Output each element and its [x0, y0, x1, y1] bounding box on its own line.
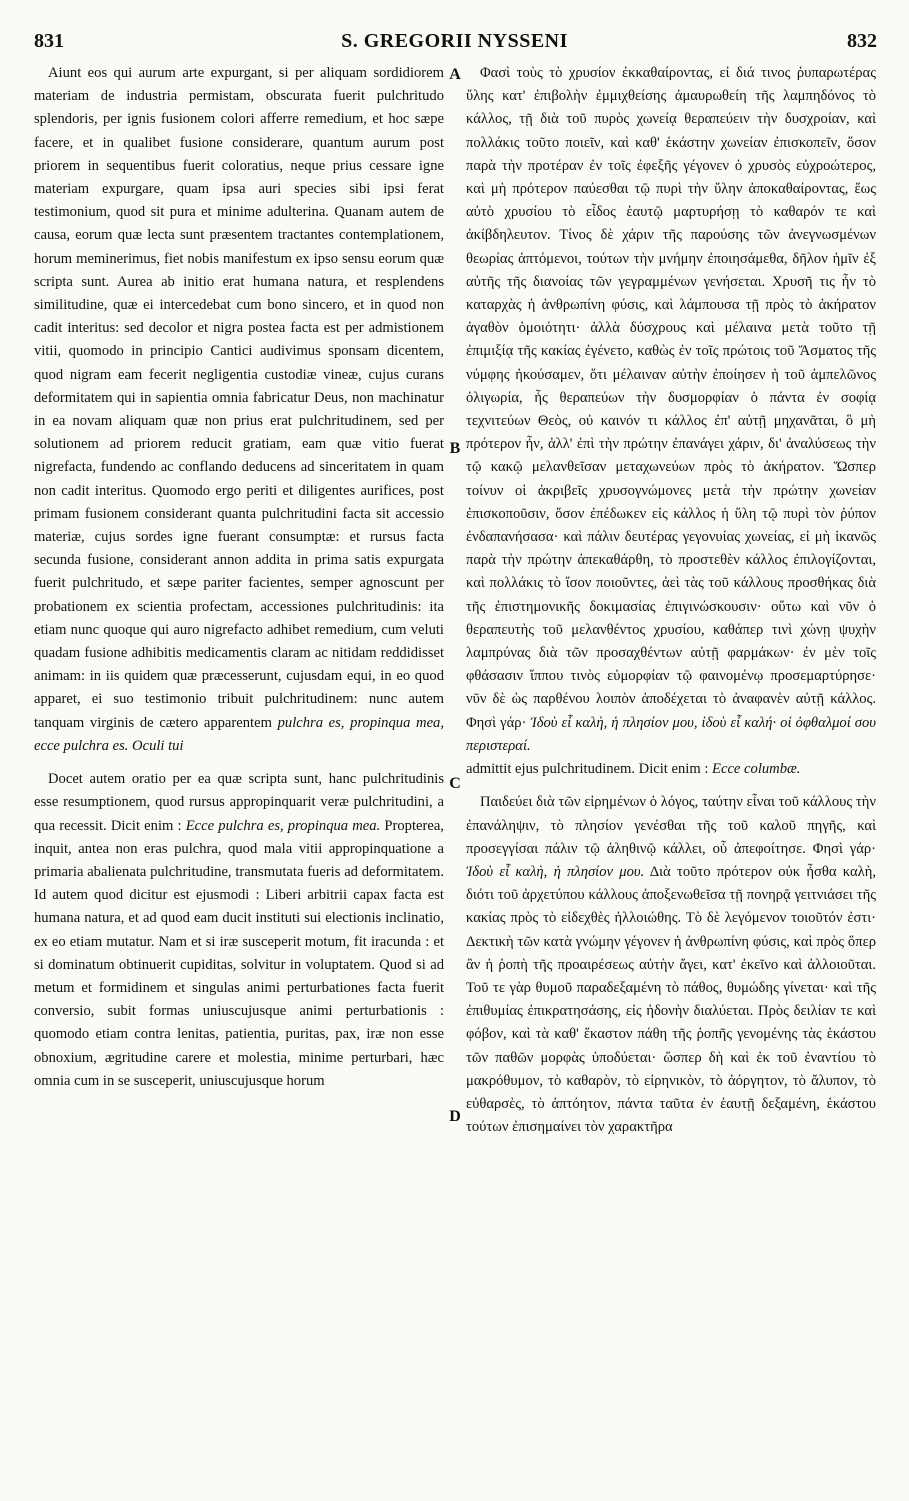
latin-p1-text: Aiunt eos qui aurum arte expurgant, si per aliquam sordidiorem materiam de industria permistam, obscurata fuerit pulchritudo splendoris, per ignis fusionem colori afferre remedium, et hoc sæpe facere, et in qualibet fusione considerare, quantum aurum post priorem in sequentibus fuerit coloratius, neque prius cessare igne materiam expurgare, quam ipsa auri species sibi ipsi ferat testimonium, quod sit pura et minime adulterina. Quanam autem de causa, eorum quæ lecta sunt præsentem tractantes contemplationem, horum meminerimus, fiet nobis manifestum ex ipso sensu eorum quæ scripta sunt. Aurea ab initio erat humana natura, et resplendens similitudine, quæ ei intercedebat cum bono sincero, et in quod non cadit interitus: sed decolor et nigra postea facta est per admistionem vitii, quomodo in principio Cantici audivimus sponsam dicentem, quod nigram eam fecerit negligentia custodiæ vineæ, cujus curans deformitatem qui in sapientia omnia fabricatur Deus, non machinatur in ea novam aliquam quæ non prius erat pulchritudinem, sed per solutionem ad priorem reducit gratiam, eam quæ vitio fuerat nigrefacta, fundendo ac conflando deducens ad sinceritatem in quam non cadit interitus. Quomodo ergo periti et diligentes aurifices, post primam fusionem considerant quanta pulchritudini facta sit accessio materiæ, cujus sordes igne fuerant consumptæ: et rursus facta secunda fusione, considerant annon addita in prima satis expurgata fuerit pulchritudo, et sæpe pariter facientes, semper agnoscunt per probationem ex scientia profectam, accessiones pulchritudinis: ita etiam nunc quoque qui auro nigrefacto adhibet remedium, cum veluti quadam fusione adhibitis medicamentis claram ac nitidam reddidisset animam: in iis quidem quæ præcesserunt, cujusdam equi, in eo quod apparet, ei suo testimonio tribuit pulchritudinem: nunc autem tanquam virginis de cætero apparentem — [34, 65, 444, 731]
latin-p2-italic: Ecce pulchra es, propinqua mea. — [185, 817, 381, 834]
margin-mark-a: A — [449, 66, 461, 83]
latin-cont-text: admittit ejus pulchritudinem. Dicit enim : — [466, 761, 709, 778]
greek-p1-text: Φασὶ τοὺς τὸ χρυσίον ἐκκαθαίροντας, εἰ διά τινος ῥυπαρωτέρας ὕλης κατ' ἐπιβολὴν ἐμμιχθείσης ἀμαυρωθείη τῆς λαμπηδόνος τὸ κάλλος, τῇ διὰ τοῦ πυρὸς χωνείᾳ θεραπεύειν τὴν δυσχροίαν, καὶ πολλάκις τοῦτο ποιεῖν, καὶ καθ' ἑκάστην χωνείαν ἐπισκοπεῖν, ὅσον παρὰ τὴν προτέραν ἐν τοῖς ἐφεξῆς γέγονεν ὁ χρυσὸς εὐχροώτερος, καὶ μὴ πρότερον παύεσθαι τῷ πυρὶ τὴν ὕλην ἀποκαθαίροντας, ἕως αὐτὸ χρυσίου τὸ εἶδος ἑαυτῷ μαρτυρήσῃ τὸ καθαρόν τε καὶ ἀκίβδηλευτον. Τίνος δὲ χάριν τῆς παρούσης τῶν ἀνεγνωσμένων θεωρίας ἁπτόμενοι, τούτων τὴν μνήμην ἐποιησάμεθα, δῆλον ἡμῖν ἐξ αὐτῆς τῆς διανοίας τῶν γεγραμμένων γενήσεται. Χρυσῆ τις ἦν τὸ καταρχὰς ἡ ἀνθρωπίνη φύσις, καὶ λάμπουσα τῇ πρὸς τὸ ἀκήρατον ἀγαθὸν ὁμοιότητι· ἀλλὰ δύσχρους καὶ μέλαινα μετὰ τοῦτο τῇ ἐπιμιξίᾳ τῆς κακίας ἐγένετο, καθὼς ἐν τοῖς πρώτοις τοῦ Ἄσματος τῆς νύμφης ἠκούσαμεν, ὅτι μέλαιναν αὐτὴν ἐποίησεν ἡ τοῦ ἀμπελῶνος ὀλιγωρία, ἧς θεραπεύων τὴν δυσμορφίαν ὁ πάντα ἐν σοφίᾳ τεχνιτεύων Θεὸς, οὐ καινόν τι κάλλος ἐπ' αὐτῇ μηχανᾶται, ὃ μὴ πρότερον ἦν, ἀλλ' ἐπὶ τὴν πρώτην ἐπανάγει χάριν, δι' ἀναλύσεως τὴν τῷ κακῷ μελανθεῖσαν μεταχωνεύων πρὸς τὸ ἀκήρατον. Ὥσπερ τοίνυν οἱ ἀκριβεῖς χρυσογνώμονες μετὰ τὴν πρώτην χωνείαν ἐπισκοποῦσιν, ὅσον ἐπέδωκεν εἰς κάλλος ἡ ὕλη τῷ πυρὶ τὸν ῥύπον ἐνδαπανήσασα· καὶ πάλιν δευτέρας γεγονυίας χωνείας, εἰ μὴ ἱκανῶς παρὰ τὴν πρώτην ἀπεκαθάρθη, τὸ προστεθὲν κάλλος ἐπιλογίζονται, καὶ πολλάκις τὸ ἴσον ποιοῦντες, ἀεὶ τὰς τοῦ κάλλους προσθήκας διὰ τῆς ἐπιστημονικῆς δοκιμασίας ἐπιγινώσκουσιν· οὕτω καὶ νῦν ὁ θεραπευτὴς τοῦ μελανθέντος χρυσίου, καθάπερ τινὶ χώνῃ ψυχὴν λαμπρύνας διὰ τῶν προσαχθέντων αὐτῇ φαρμάκων· ἐν μὲν τοῖς φθάσασιν ἵππου τινὸς εὐμορφίαν τῷ φαινομένῳ προσεμαρτύρησε· νῦν δὲ ὡς παρθένου λοιπὸν ἀποδέχεται τὸ ἀναφανὲν αὐτῇ κάλλος. Φησὶ γάρ· — [466, 65, 876, 731]
page-number-right: 832 — [847, 30, 877, 52]
greek-p1-italic: Ἰδοὺ εἶ καλὴ, ἡ πλησίον μου, ἰδοὺ εἶ καλή· οἱ ὀφθαλμοί σου περιστεραί. — [466, 714, 876, 754]
running-header — [30, 30, 879, 60]
margin-mark-d: D — [449, 1108, 461, 1125]
greek-p2-text-b: Διὰ τοῦτο πρότερον οὐκ ἦσθα καλὴ, διότι τοῦ ἀρχετύπου κάλλους ἀποξενωθεῖσα τῇ πονηρᾷ γειτνιάσει τῆς κακίας πρὸς τὸ εἰδεχθὲς ἠλλοιώθης. Τὸ δὲ λεγόμενον τοιοῦτόν ἐστι· Δεκτικὴ τῶν κατὰ γνώμην γέγονεν ἡ ἀνθρωπίνη φύσις, καὶ πρὸς ὅπερ ἂν ἡ ῥοπὴ τῆς προαιρέσεως αὐτὴν ἄγει, κατ' ἐκεῖνο καὶ ἀλλοιοῦται. Τοῦ τε γὰρ θυμοῦ παραδεξαμένη τὸ πάθος, θυμώδης γίνεται· καὶ τῆς ἐπιθυμίας ἐπικρατησάσης, εἰς ἡδονὴν διαλύεται. Πρὸς δειλίαν τε καὶ φόβον, καὶ τὰ καθ' ἕκαστον πάθη τῆς ῥοπῆς γενομένης τὰς ἑκάστου τῶν παθῶν μορφὰς ὑποδύεται· ὥσπερ δὴ καὶ ἐκ τοῦ ἐναντίου τὸ μακρόθυμον, τὸ καθαρὸν, τὸ εἰρηνικὸν, τὸ ἀόργητον, τὸ ἄλυπον, τὸ εὐθαρσὲς, τὸ ἀπτόητον, πάντα ταῦτα ἐν ἑαυτῇ δεξαμένη, ἑκάστου τούτων ἐπισημαίνει τὸν χαρακτῆρα — [466, 863, 876, 1136]
page-number-left: 831 — [34, 30, 64, 52]
greek-p2-text-a: Παιδεύει διὰ τῶν εἰρημένων ὁ λόγος, ταύτην εἶναι τοῦ κάλλους τὴν ἐπανάληψιν, τὸ πλησίον γενέσθαι τῆς τοῦ καλοῦ πηγῆς, καὶ προσεγγίσαι πάλιν τῷ ἀληθινῷ κάλλει, οὗ ἀπεφοίτησε. Φησὶ γάρ· — [466, 794, 876, 857]
latin-column — [34, 62, 444, 1482]
margin-mark-b: B — [449, 440, 461, 457]
latin-p1-italic: pulchra es, propinqua mea, ecce pulchra es. Oculi tui — [34, 714, 444, 754]
latin-cont-italic: Ecce columbæ. — [712, 761, 801, 778]
latin-p2-text-a: Docet autem oratio per ea quæ scripta sunt, hanc pulchritudinis esse resumptionem, quod rursus appropinquarit veræ pulchritudini, a qua recessit. Dicit enim : — [34, 771, 444, 834]
latin-paragraph-2 — [34, 768, 444, 1093]
latin-continuation — [466, 758, 876, 781]
latin-p2-text-b: Propterea, inquit, antea non eras pulchra, quod mala vitii appropinquatione a primaria abalienata pulchritudine, transmutata fueris ad deformitatem. Id autem quod dicitur est ejusmodi : Liberi arbitrii capax facta est humana natura, et ad quod eam ducit instituti sui electionis inclinatio, ex eo etiam mutatur. Nam et si iræ susceperit motum, fit iracunda : et si dominatum obtinuerit cupiditas, solvitur in voluptatem. Quod si ad metum et formidinem et singulas animi perturbationes facta fuerit conversio, subit formas uniuscujusque animi perturbationis : quomodo etiam contra lenitas, patientia, puritas, pax, iræ non esse obnoxium, ægritudine carere et molestia, minime perturbari, hæc omnia cum in se susceperit, uniuscujusque horum — [34, 817, 444, 1089]
greek-paragraph-1 — [466, 62, 876, 758]
running-title: S. GREGORII NYSSENI — [341, 30, 568, 52]
greek-column — [466, 62, 876, 1482]
latin-paragraph-1 — [34, 62, 444, 758]
greek-p2-italic: Ἰδοὺ εἶ καλὴ, ἡ πλησίον μου. — [466, 863, 645, 880]
margin-mark-c: C — [449, 775, 461, 792]
greek-paragraph-2 — [466, 791, 876, 1139]
